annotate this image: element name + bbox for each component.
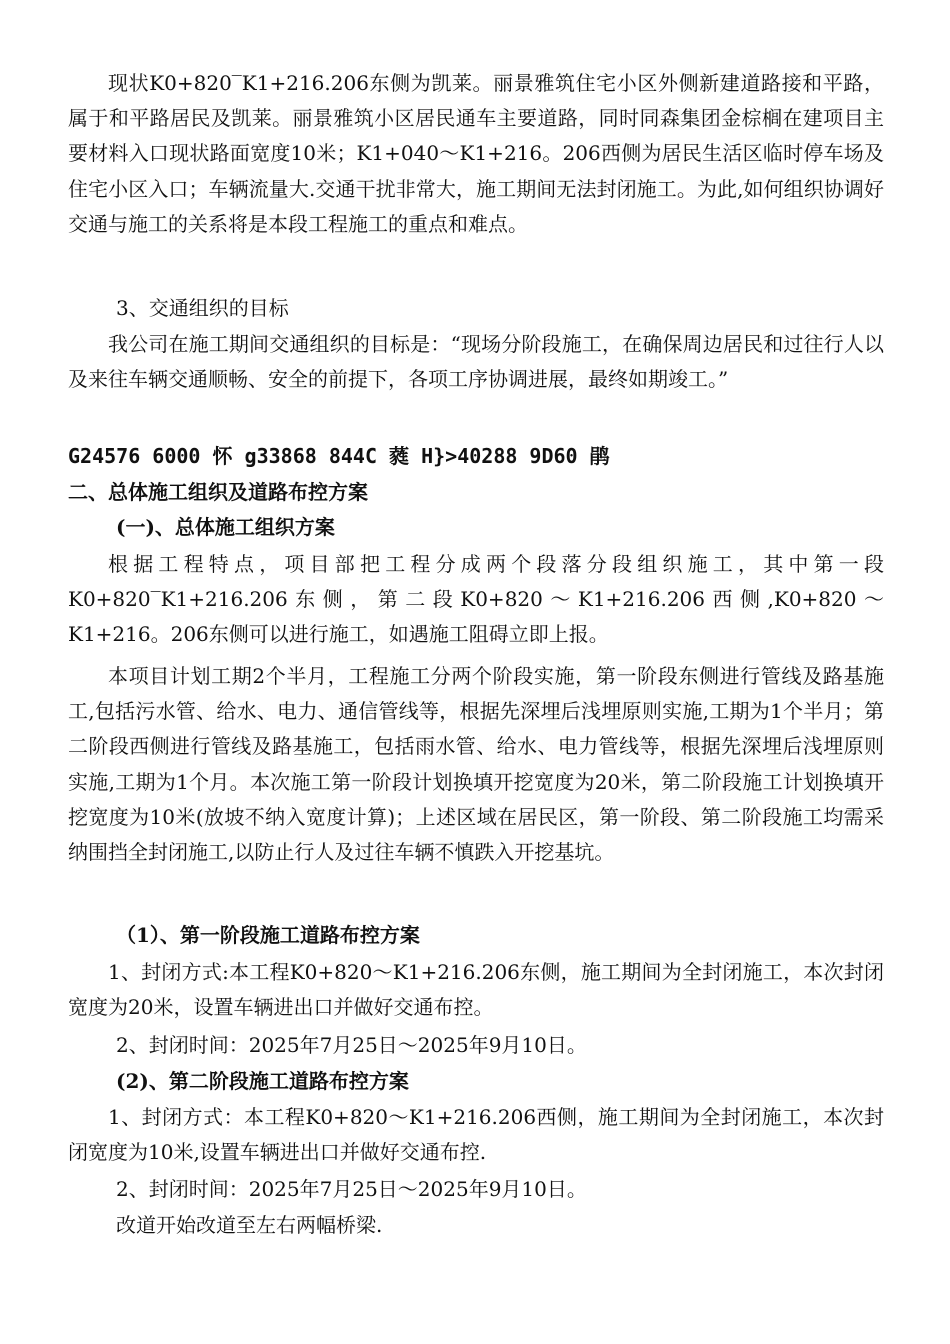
phase-1-closure-time: 2、封闭时间：2025年7月25日～2025年9月10日。	[116, 1033, 587, 1057]
phase-2-closure-method: 1、封闭方式：本工程K0+820～K1+216.206西侧，施工期间为全封闭施工，本次封闭宽度为10米,设置车辆进出口并做好交通布控.	[68, 1105, 884, 1165]
paragraph-traffic-goal: 我公司在施工期间交通组织的目标是：“现场分阶段施工，在确保周边居民和过往行人以及来往车辆交通顺畅、安全的前提下，各项工序协调进展，最终如期竣工。”	[68, 332, 884, 392]
heading-phase-1: （1）、第一阶段施工道路布控方案	[116, 923, 420, 947]
heading-phase-2: (2)、第二阶段施工道路布控方案	[116, 1069, 409, 1093]
garbled-code-line: G24576 6000 怀 g33868 844C 蕤 H}>40288 9D60 鹃	[68, 444, 610, 468]
phase-2-closure-time: 2、封闭时间：2025年7月25日～2025年9月10日。	[116, 1177, 587, 1201]
phase-1-closure-method: 1、封闭方式:本工程K0+820～K1+216.206东侧，施工期间为全封闭施工，本次封闭宽度为20米，设置车辆进出口并做好交通布控。	[68, 960, 884, 1020]
paragraph-traffic-status: 现状K0+820‾K1+216.206东侧为凯莱。丽景雅筑住宅小区外侧新建道路接和平路，属于和平路居民及凯莱。丽景雅筑小区居民通车主要道路，同时同森集团金棕榈在建项目主要材料入口现状路面宽度10米；K1+040～K1+216。206西侧为居民生活区临时停车场及住宅小区入口；车辆流量大.交通干扰非常大，施工期间无法封闭施工。为此,如何组织协调好交通与施工的关系将是本段工程施工的重点和难点。	[68, 71, 884, 236]
heading-overall-organization: 二、总体施工组织及道路布控方案	[68, 480, 368, 504]
paragraph-schedule: 本项目计划工期2个半月，工程施工分两个阶段实施，第一阶段东侧进行管线及路基施工,包括污水管、给水、电力、通信管线等，根据先深埋后浅埋原则实施,工期为1个半月；第二阶段西侧进行管线及路基施工，包括雨水管、给水、电力管线等，根据先深埋后浅埋原则实施,工期为1个月。本次施工第一阶段计划换填开挖宽度为20米，第二阶段施工计划换填开挖宽度为10米(放坡不纳入宽度计算)；上述区域在居民区，第一阶段、第二阶段施工均需采纳围挡全封闭施工,以防止行人及过往车辆不慎跌入开挖基坑。	[68, 664, 884, 865]
section-3-title: 3、交通组织的目标	[116, 296, 289, 320]
paragraph-segments: 根据工程特点，项目部把工程分成两个段落分段组织施工，其中第一段K0+820‾K1+216.206东侧，第二段K0+820～K1+216.206西侧,K0+820～K1+216。206东侧可以进行施工，如遇施工阻碍立即上报。	[68, 552, 884, 647]
heading-overall-plan: (一)、总体施工组织方案	[116, 515, 335, 539]
detour-note: 改道开始改道至左右两幅桥梁.	[116, 1213, 383, 1237]
